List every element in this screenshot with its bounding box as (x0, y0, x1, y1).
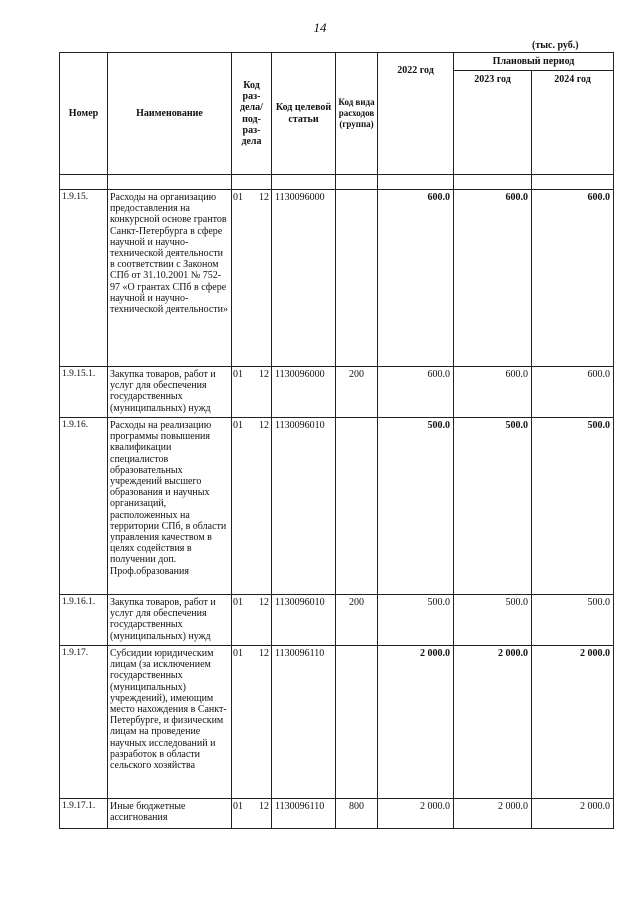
row-section (232, 799, 272, 829)
row-section-code: 01 (233, 369, 243, 380)
header-name: Наименование (108, 53, 232, 175)
row-subsection-code: 12 (259, 801, 269, 812)
row-2023: 600.0 (454, 190, 532, 367)
row-number: 1.9.17.1. (60, 799, 108, 829)
header-expense: Код вида расходов (группа) (336, 53, 378, 175)
table-row (60, 646, 614, 799)
row-2024: 500.0 (532, 418, 614, 595)
row-2023: 500.0 (454, 595, 532, 646)
row-2022: 2 000.0 (378, 646, 454, 799)
row-2024: 500.0 (532, 595, 614, 646)
row-section (232, 595, 272, 646)
row-expense (336, 646, 378, 799)
row-number: 1.9.15.1. (60, 367, 108, 418)
spacer-row (60, 175, 614, 190)
row-target: 1130096110 (272, 799, 336, 829)
header-number: Номер (60, 53, 108, 175)
row-2022: 2 000.0 (378, 799, 454, 829)
row-2024: 600.0 (532, 190, 614, 367)
row-subsection-code: 12 (259, 192, 269, 203)
row-2023: 2 000.0 (454, 799, 532, 829)
row-name: Субсидии юридическим лицам (за исключением государственных (муниципальных) учреждений), имеющим место нахождения в Санкт-Петербурге, и физическим лицам на проведение научных исследований и разработок в области сельского хозяйства (108, 646, 232, 799)
row-target: 1130096010 (272, 418, 336, 595)
row-2024: 2 000.0 (532, 799, 614, 829)
row-2024: 2 000.0 (532, 646, 614, 799)
row-section (232, 367, 272, 418)
row-number: 1.9.17. (60, 646, 108, 799)
row-expense (336, 418, 378, 595)
row-expense: 200 (336, 367, 378, 418)
row-2022: 600.0 (378, 190, 454, 367)
header-target: Код целевой статьи (272, 53, 336, 175)
row-number: 1.9.15. (60, 190, 108, 367)
row-section (232, 418, 272, 595)
row-name: Расходы на реализацию программы повышения квалификации специалистов образовательных учреждений высшего образования и научных организаций, расположенных на территории СПб, в области управления качеством в целях содействия в получении доп. Проф.образования (108, 418, 232, 595)
row-subsection-code: 12 (259, 420, 269, 431)
row-section-code: 01 (233, 192, 243, 203)
budget-table (59, 52, 614, 829)
row-number: 1.9.16. (60, 418, 108, 595)
row-2022: 500.0 (378, 418, 454, 595)
row-target: 1130096000 (272, 190, 336, 367)
row-2024: 600.0 (532, 367, 614, 418)
header-section: Код раз-дела/ под-раз-дела (232, 53, 272, 175)
row-target: 1130096010 (272, 595, 336, 646)
table-row (60, 367, 614, 418)
header-2023: 2023 год (454, 71, 532, 175)
row-section-code: 01 (233, 648, 243, 659)
row-2023: 600.0 (454, 367, 532, 418)
header-2022: 2022 год (378, 53, 454, 175)
row-name: Иные бюджетные ассигнования (108, 799, 232, 829)
row-name: Закупка товаров, работ и услуг для обеспечения государственных (муниципальных) нужд (108, 595, 232, 646)
row-subsection-code: 12 (259, 369, 269, 380)
units-label: (тыс. руб.) (532, 40, 579, 51)
row-name: Расходы на организацию предоставления на конкурсной основе грантов Санкт-Петербурга в сфере научной и научно-технической деятельности в соответствии с Законом СПб от 31.10.2001 № 752-97 «О грантах СПб в сфере научной и научно-технической деятельности» (108, 190, 232, 367)
table-row (60, 799, 614, 829)
header-planned-period: Плановый период (454, 53, 614, 71)
row-section (232, 646, 272, 799)
table-row (60, 418, 614, 595)
row-expense (336, 190, 378, 367)
table-row (60, 595, 614, 646)
row-2022: 500.0 (378, 595, 454, 646)
row-section-code: 01 (233, 597, 243, 608)
row-2022: 600.0 (378, 367, 454, 418)
row-name: Закупка товаров, работ и услуг для обеспечения государственных (муниципальных) нужд (108, 367, 232, 418)
row-target: 1130096000 (272, 367, 336, 418)
row-section-code: 01 (233, 801, 243, 812)
row-expense: 200 (336, 595, 378, 646)
page-number: 14 (313, 20, 327, 35)
row-2023: 500.0 (454, 418, 532, 595)
table-row (60, 190, 614, 367)
row-subsection-code: 12 (259, 648, 269, 659)
row-subsection-code: 12 (259, 597, 269, 608)
row-number: 1.9.16.1. (60, 595, 108, 646)
header-2024: 2024 год (532, 71, 614, 175)
row-expense: 800 (336, 799, 378, 829)
row-target: 1130096110 (272, 646, 336, 799)
row-2023: 2 000.0 (454, 646, 532, 799)
row-section (232, 190, 272, 367)
row-section-code: 01 (233, 420, 243, 431)
